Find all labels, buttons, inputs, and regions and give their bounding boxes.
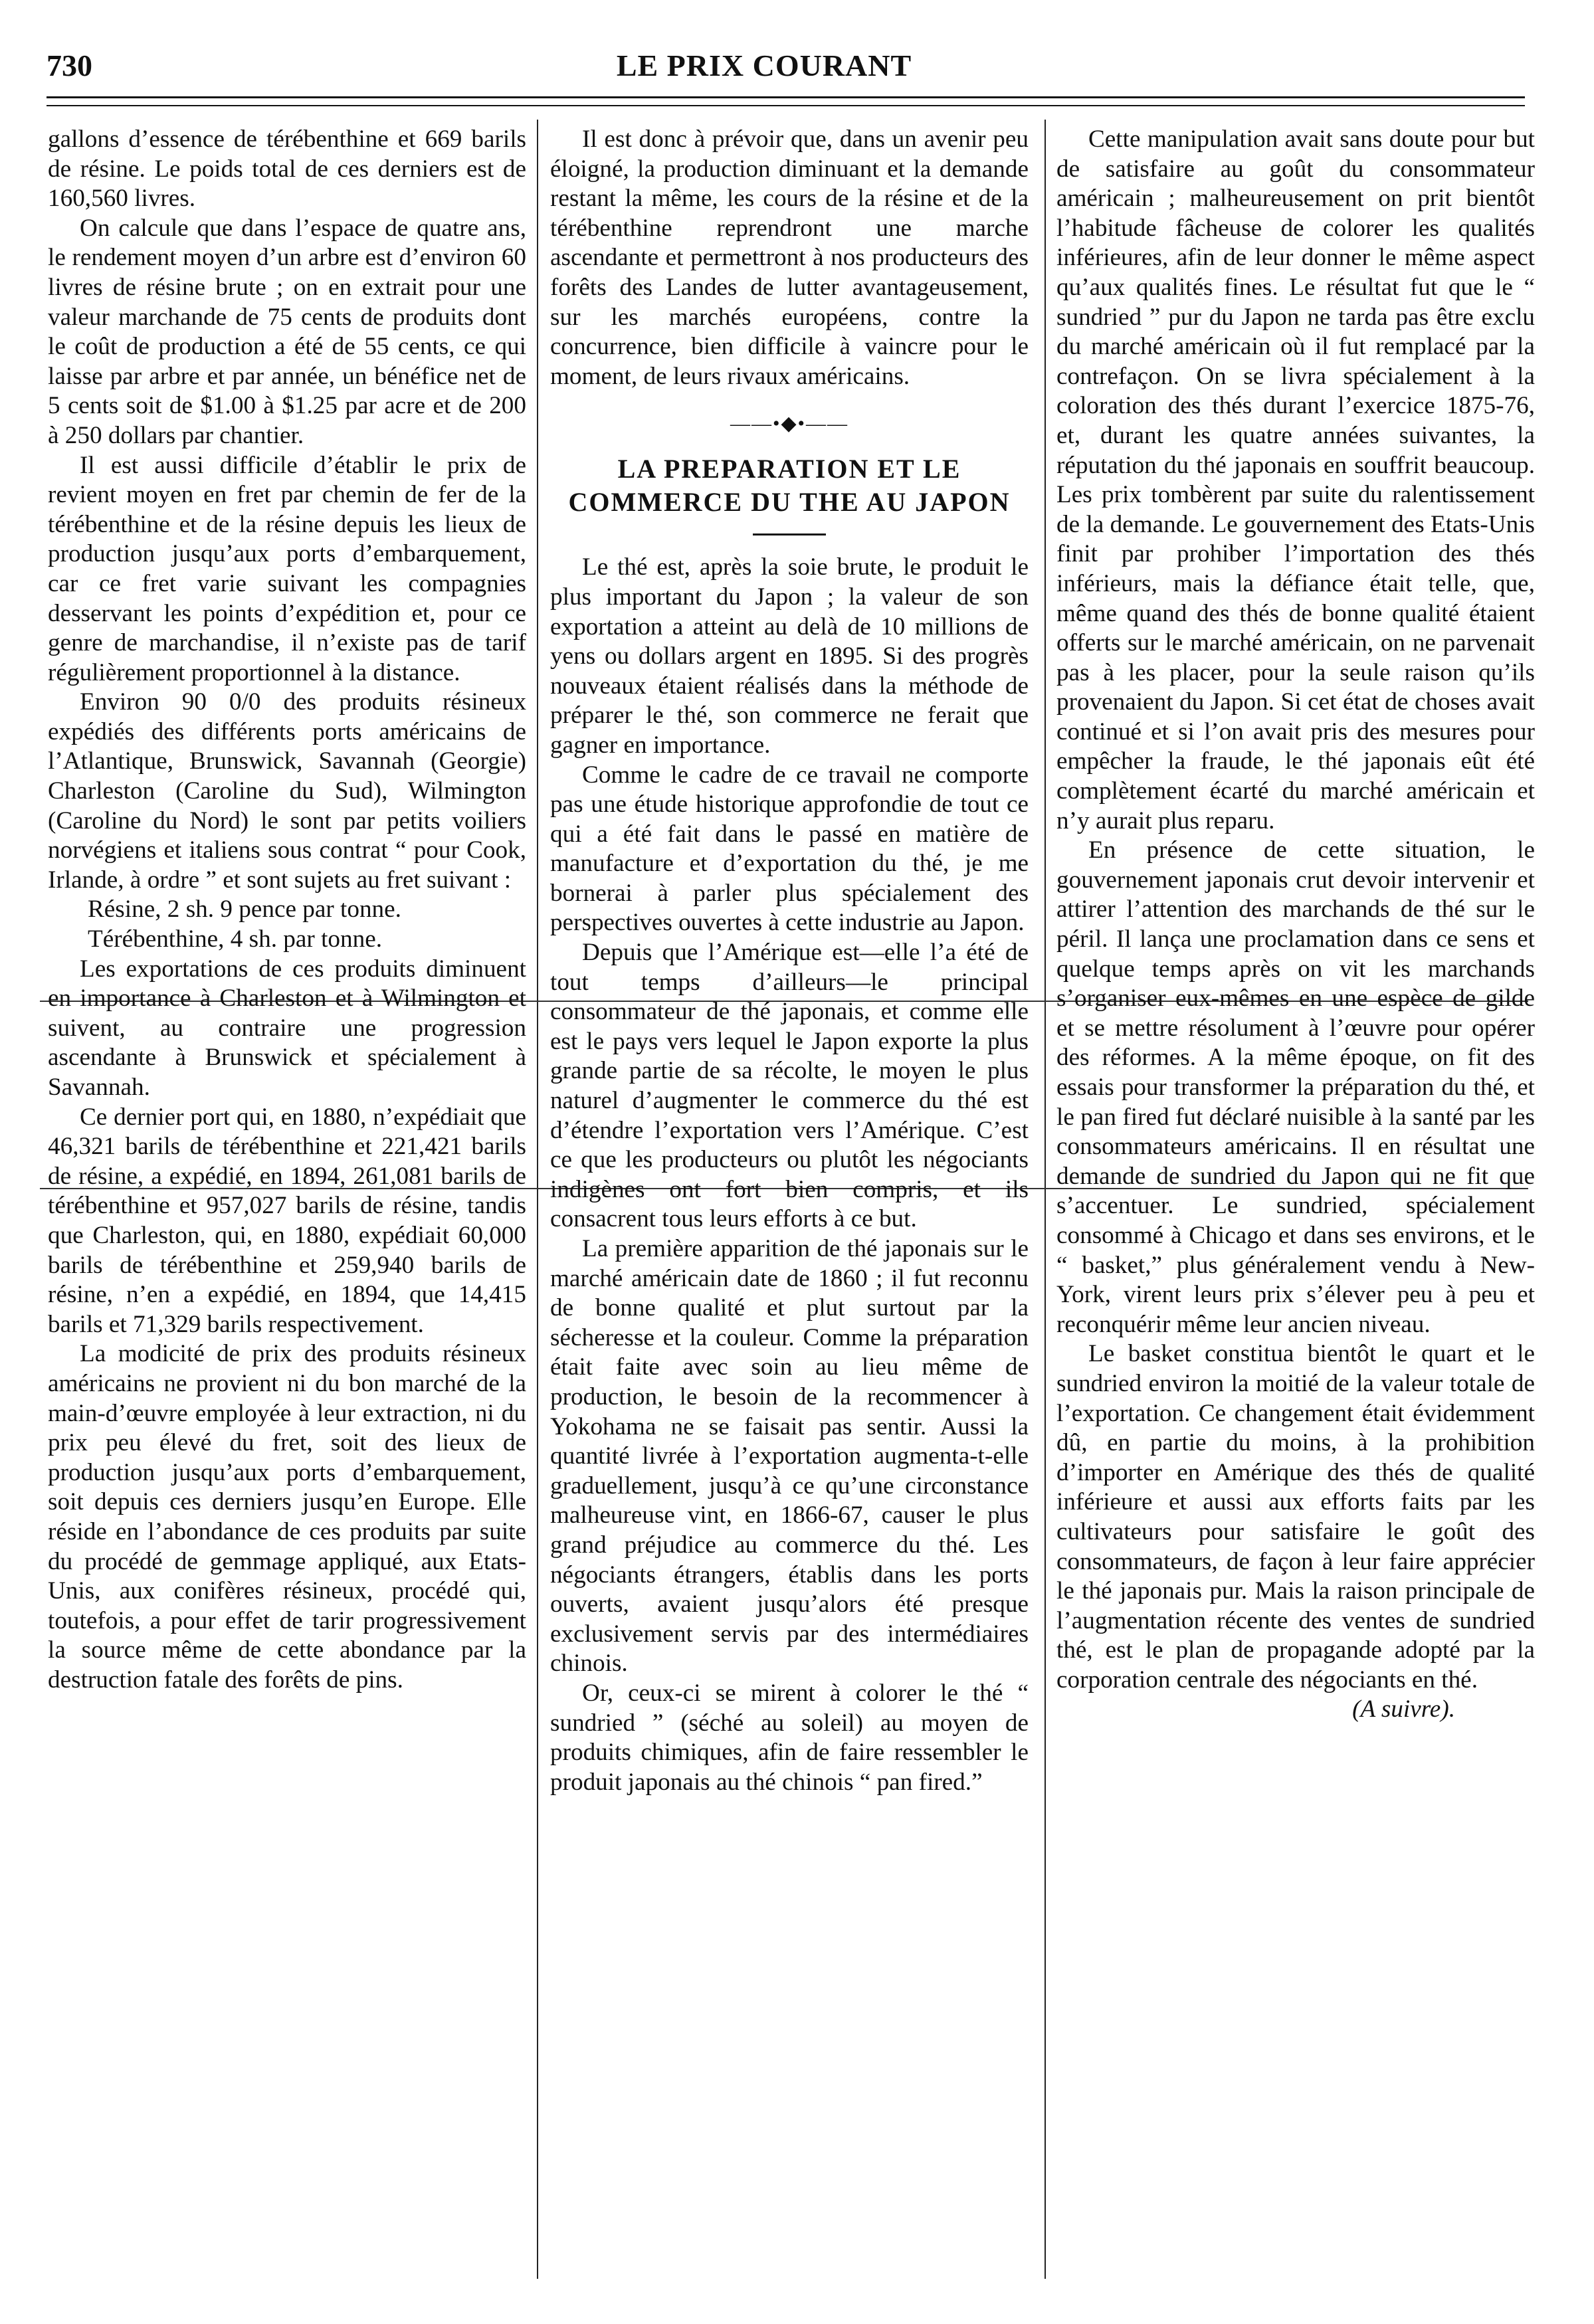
paragraph: Le thé est, après la soie brute, le produit le plus important du Japon ; la valeur de son exportation a atteint au delà de 10 millions de yens ou dollars argent en 1895. Si des progrès nouveaux étaient réalisés dans la méthode de préparer le thé, son commerce ne ferait que gagner en importance. [550, 553, 1029, 759]
paragraph: En présence de cette situation, le gouvernement japonais crut devoir intervenir et attirer l’attention des marchands de thé sur le péril. Il lança une proclamation dans ce sens et quelque temps après on vit les marchands s’organiser eux-mêmes en une espèce de gilde et se mettre résolument à l’œuvre pour opérer des réformes. A la même époque, on fit des essais pour transformer la préparation du thé, et le pan fired fut déclaré nuisible à la santé par les consommateurs américains. Il en résultat une demande de sundried du Japon qui ne fit que s’accentuer. Le sundried, spécialement consommé à Chicago et dans ses environs, et le “ basket,” plus généralement vendu à New-York, virent leurs prix s’élever peu à peu et reconquérir même leur ancien niveau. [1056, 836, 1535, 1338]
paragraph: Environ 90 0/0 des produits résineux expédiés des différents ports américains de l’Atlantique, Brunswick, Savannah (Georgie) Charleston (Caroline du Sud), Wilmington (Caroline du Nord) le sont par petits voiliers norvégiens et italiens sous contrat “ pour Cook, Irlande, à ordre ” et sont sujets au fret suivant : [48, 688, 526, 894]
column-right [1056, 125, 1535, 1725]
freight-rate: Térébenthine, 4 sh. par tonne. [88, 925, 382, 953]
column-separator [537, 120, 538, 2279]
page-header [47, 48, 1482, 88]
header-rule [47, 96, 1525, 98]
paragraph: gallons d’essence de térébenthine et 669 barils de résine. Le poids total de ces derniers est de 160,560 livres. [48, 126, 526, 213]
header-rule-thin [47, 105, 1525, 106]
paragraph: Il est aussi difficile d’établir le prix de revient moyen en fret par chemin de fer de la térébenthine et de la résine depuis les lieux de production jusqu’aux ports d’embarquement, car ce fret varie suivant les compagnies desservant les points d’expédition et, pour ce genre de marchandise, il n’existe pas de tarif régulièrement proportionnel à la distance. [48, 451, 526, 686]
title-rule [753, 533, 826, 535]
column-separator [1045, 120, 1046, 2279]
paragraph: Cette manipulation avait sans doute pour but de satisfaire au goût du consommateur américain ; malheureusement on prit bientôt l’habitude fâcheuse de colorer les qualités inférieures, afin de leur donner le même aspect qu’aux qualités fines. Le résultat fut que le “ sundried ” pur du Japon ne tarda pas être exclu du marché américain où il fut remplacé par la contrefaçon. On se livra spécialement à la coloration des thés durant l’exercice 1875-76, et, durant les quatre années suivantes, la réputation du thé japonais en souffrit beaucoup. Les prix tombèrent par suite du ralentissement de la demande. Le gouvernement des Etats-Unis finit par prohiber l’importation des thés inférieurs, mais la défiance était telle, que, même quand des thés de bonne qualité étaient offerts sur le marché américain, on ne parvenait pas à les placer, pour la seule raison qu’ils provenaient du Japon. Si cet état de choses avait continué et si l’on avait pris des mesures pour empêcher la fraude, le thé japonais eût été complètement écarté du marché américain et n’y aurait plus reparu. [1056, 126, 1535, 834]
paragraph: Comme le cadre de ce travail ne comporte pas une étude historique approfondie de tout ce qui a été fait dans le passé en matière de manufacture et d’exportation du thé, je me bornerai à parler plus spécialement des perspectives ouvertes à cette industrie au Japon. [550, 761, 1029, 937]
paragraph: Depuis que l’Amérique est—elle l’a été de tout temps d’ailleurs—le principal consommateur de thé japonais, et comme elle est le pays vers lequel le Japon exporte la plus grande partie de sa récolte, le moyen le plus naturel d’augmenter le commerce du thé est d’étendre l’exportation vers l’Amérique. C’est ce que les producteurs ou plutôt les négociants indigènes ont fort bien compris, et ils consacrent tous leurs efforts à ce but. [550, 939, 1029, 1233]
paragraph: La modicité de prix des produits résineux américains ne provient ni du bon marché de la main-d’œuvre employée à leur extraction, ni du prix peu élevé du fret, soit des lieux de production jusqu’aux ports d’embarquement, soit depuis ces derniers jusqu’en Europe. Elle réside en l’abondance de ces produits par suite du procédé de gemmage appliqué, aux Etats-Unis, aux conifères résineux, procédé qui, toutefois, a pour effet de tarir progressivement la source même de cette abondance par la destruction fatale des forêts de pins. [48, 1340, 526, 1694]
page-number: 730 [47, 48, 92, 82]
section-ornament: ——•◆•—— [730, 413, 849, 435]
paragraph: Il est donc à prévoir que, dans un avenir peu éloigné, la production diminuant et la demande restant la même, les cours de la résine et de la térébenthine reprendront une marche ascendante et permettront à nos producteurs des forêts des Landes de lutter avantageusement, sur les marchés européens, contre la concurrence, bien difficile à vaincre pour le moment, de leurs rivaux américains. [550, 126, 1029, 390]
section-title: LA PREPARATION ET LE COMMERCE DU THE AU JAPON [568, 454, 1011, 518]
column-middle [550, 125, 1029, 1797]
to-be-continued: (A suivre). [1352, 1695, 1455, 1723]
freight-rate: Résine, 2 sh. 9 pence par tonne. [88, 896, 401, 923]
paragraph: Les exportations de ces produits diminuent en importance à Charleston et à Wilmington et suivent, au contraire une progression ascendante à Brunswick et spécialement à Savannah. [48, 955, 526, 1101]
paragraph: La première apparition de thé japonais sur le marché américain date de 1860 ; il fut reconnu de bonne qualité et plut surtout par la sécheresse et la couleur. Comme la préparation était faite avec soin au lieu même de production, le besoin de la recommencer à Yokohama ne se faisait pas sentir. Aussi la quantité livrée à l’exportation augmenta-t-elle graduellement, jusqu’à ce qu’une circonstance malheureuse vint, en 1866-67, causer le plus grand préjudice au commerce du thé. Les négociants étrangers, établis dans les ports ouverts, avaient jusqu’alors été presque exclusivement servis par des intermédiaires chinois. [550, 1235, 1029, 1678]
column-left [48, 125, 526, 1695]
running-title: LE PRIX COURANT [616, 48, 912, 82]
paragraph: On calcule que dans l’espace de quatre ans, le rendement moyen d’un arbre est d’environ 60 livres de résine brute ; on en extrait pour une valeur marchande de 75 cents de produits dont le coût de production a été de 55 cents, ce qui laisse par arbre et par année, un bénéfice net de 5 cents soit de $1.00 à $1.25 par acre et de 200 à 250 dollars par chantier. [48, 214, 526, 449]
paragraph: Ce dernier port qui, en 1880, n’expédiait que 46,321 barils de térébenthine et 221,421 barils de résine, a expédié, en 1894, 261,081 barils de térébenthine et 957,027 barils de résine, tandis que Charleston, qui, en 1880, expédiait 60,000 barils de térébenthine et 259,940 barils de résine, n’en a expédié, en 1894, que 14,415 barils et 71,329 barils respectivement. [48, 1103, 526, 1338]
paragraph: Le basket constitua bientôt le quart et le sundried environ la moitié de la valeur totale de l’exportation. Ce changement était évidemment dû, en partie du moins, à la prohibition d’importer en Amérique des thés de qualité inférieure et aussi aux efforts faits par les cultivateurs pour satisfaire le goût des consommateurs, de façon à leur faire apprécier le thé japonais pur. Mais la raison principale de l’augmentation récente des ventes de sundried thé, est le plan de propagande adopté par la corporation centrale des négociants en thé. [1056, 1340, 1535, 1694]
paragraph: Or, ceux-ci se mirent à colorer le thé “ sundried ” (séché au soleil) au moyen de produits chimiques, afin de faire ressembler le produit japonais au thé chinois “ pan fired.” [550, 1679, 1029, 1796]
